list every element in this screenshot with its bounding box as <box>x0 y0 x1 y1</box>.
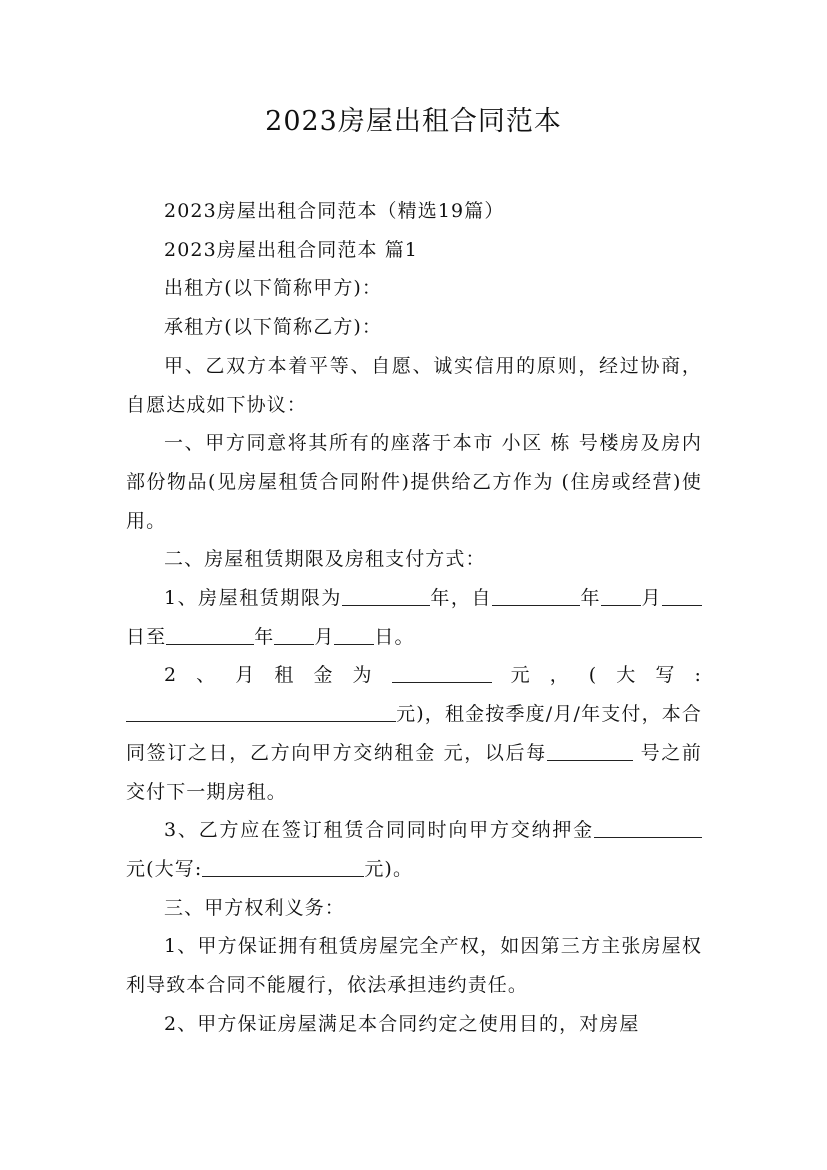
end-month-blank <box>274 624 314 645</box>
paragraph-clause-2-heading: 二、房屋租赁期限及房租支付方式： <box>164 548 486 571</box>
start-day-blank <box>662 585 702 606</box>
paragraph-lessee: 承租方(以下简称乙方)： <box>164 316 383 339</box>
paragraph-section-heading: 2023房屋出租合同范本 篇1 <box>164 238 418 261</box>
rent-text-a: 2、月租金为 <box>164 664 392 687</box>
paragraph-subtitle: 2023房屋出租合同范本（精选19篇） <box>164 200 505 222</box>
rent-amount-blank <box>392 662 492 683</box>
paragraph-lease-term <box>126 579 702 656</box>
paragraph-deposit <box>126 811 702 888</box>
deposit-text-c: 元)。 <box>364 857 414 880</box>
rent-text-d: 号之前交付下一期房租。 <box>126 741 702 803</box>
lease-term-text-e: 日至 <box>126 625 167 648</box>
lease-term-text-d: 月 <box>641 587 662 610</box>
end-day-blank <box>334 624 374 645</box>
paragraph-lessor-obligation-2: 2、甲方保证房屋满足本合同约定之使用目的，对房屋 <box>164 1012 640 1035</box>
paragraph-monthly-rent <box>126 656 702 811</box>
rent-text-b: 元，(大写: <box>491 664 702 687</box>
deposit-amount-words-blank <box>202 856 364 877</box>
start-year-blank <box>492 585 580 606</box>
document-body <box>126 192 702 1043</box>
rent-text-c: 元)，租金按季度/月/年支付，本合同签订之日，乙方向甲方交纳租金 元，以后每 <box>126 703 702 764</box>
paragraph-lessor: 出租方(以下简称甲方)： <box>164 277 383 300</box>
lease-term-text-b: 年，自 <box>429 587 493 610</box>
lease-term-text-c: 年 <box>580 587 601 610</box>
lease-term-text-f: 年 <box>254 625 275 648</box>
start-month-blank <box>601 585 641 606</box>
deposit-amount-blank <box>594 817 702 838</box>
lease-term-text-a: 1、房屋租赁期限为 <box>164 587 342 610</box>
deposit-text-b: 元(大写: <box>126 857 203 880</box>
lease-term-text-g: 月 <box>314 625 335 648</box>
end-year-blank <box>166 624 254 645</box>
lease-term-text-h: 日。 <box>374 625 415 648</box>
paragraph-clause-1: 一、甲方同意将其所有的座落于本市 小区 栋 号楼房及房内部份物品(见房屋租赁合同附件)提供给乙方作为 (住房或经营)使用。 <box>126 432 702 532</box>
rent-due-date-blank <box>547 740 633 761</box>
paragraph-lessor-obligation-1: 1、甲方保证拥有租赁房屋完全产权，如因第三方主张房屋权利导致本合同不能履行，依法承担违约责任。 <box>126 935 702 997</box>
lease-years-blank <box>342 585 430 606</box>
document-title: 2023房屋出租合同范本 <box>265 106 562 137</box>
rent-amount-words-blank <box>126 701 396 722</box>
deposit-text-a: 3、乙方应在签订租赁合同同时向甲方交纳押金 <box>164 819 594 842</box>
paragraph-preamble: 甲、乙双方本着平等、自愿、诚实信用的原则，经过协商，自愿达成如下协议： <box>126 354 702 416</box>
paragraph-clause-3-heading: 三、甲方权利义务： <box>164 896 345 919</box>
